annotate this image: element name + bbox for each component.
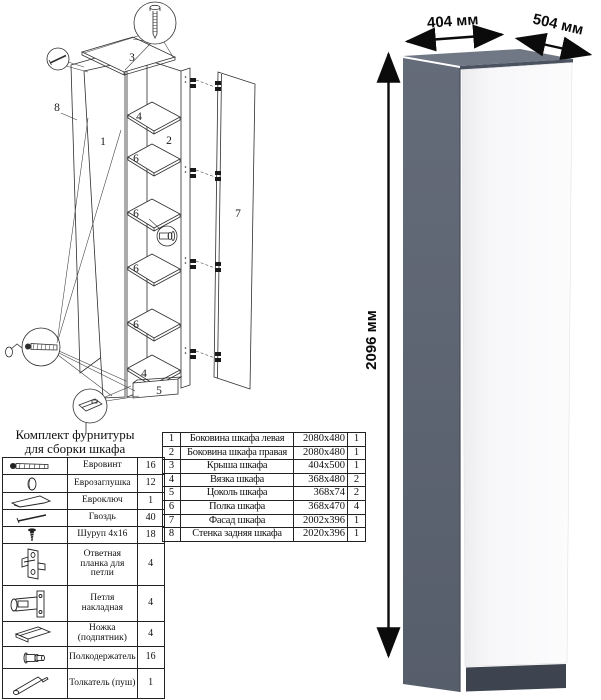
part-number: 1 (100, 136, 106, 148)
shelf-pin-icon (3, 647, 68, 669)
hinge-mark (190, 78, 221, 91)
hardware-kit-title (0, 428, 150, 456)
hinge-icon (3, 586, 68, 622)
part-size: 368x74 (294, 487, 348, 501)
part-number: 4 (141, 368, 147, 380)
hardware-name: Гвоздь (68, 510, 138, 527)
plinth-face (466, 664, 566, 692)
part-name: Боковина шкафа левая (181, 433, 294, 447)
depth-dimension-label: 504 мм (531, 10, 585, 39)
hardware-row (3, 493, 165, 510)
height-dimension-label: 2096 мм (363, 310, 380, 370)
part-qty: 2 (348, 473, 366, 487)
height-dimension (363, 54, 389, 656)
part-number: 4 (136, 111, 142, 123)
part-no: 7 (163, 514, 181, 528)
striker-plate-icon (3, 544, 68, 586)
parts-row (163, 500, 366, 514)
width-dimension-label: 404 мм (426, 11, 479, 32)
part-name: Крыша шкафа (181, 460, 294, 474)
part-size: 2002x396 (294, 514, 348, 528)
part-size: 368x470 (294, 500, 348, 514)
part-no: 6 (163, 500, 181, 514)
part-number: 6 (133, 208, 139, 220)
hardware-kit-table (2, 457, 165, 699)
part-no: 2 (163, 446, 181, 460)
hardware-name: Евроключ (68, 493, 138, 510)
part-name: Полка шкафа (181, 500, 294, 514)
parts-row (163, 433, 366, 447)
hardware-row (3, 544, 165, 586)
part-qty: 1 (348, 514, 366, 528)
hardware-qty: 12 (137, 475, 164, 493)
nail-icon (3, 510, 68, 527)
hardware-qty: 40 (137, 510, 164, 527)
parts-row (163, 460, 366, 474)
part-size: 2080x480 (294, 446, 348, 460)
part-no: 3 (163, 460, 181, 474)
hardware-name: Полкодержатель (68, 647, 138, 669)
hardware-qty: 16 (137, 458, 164, 475)
hardware-name: Евровинт (68, 458, 138, 475)
parts-row (163, 473, 366, 487)
exploded-diagram (0, 0, 360, 433)
hex-key-icon (3, 493, 68, 510)
hardware-name: Петля накладная (68, 586, 138, 622)
parts-row (163, 528, 366, 542)
wardrobe-body (403, 49, 573, 692)
part-qty: 1 (348, 528, 366, 542)
parts-row (163, 514, 366, 528)
part-number: 5 (156, 385, 162, 397)
part-size: 2080x480 (294, 433, 348, 447)
euro-screw-icon (3, 458, 68, 475)
part-number: 7 (235, 208, 241, 220)
hardware-row (3, 527, 165, 544)
part-size: 404x500 (294, 460, 348, 474)
hardware-qty: 4 (137, 622, 164, 647)
part-qty: 4 (348, 500, 366, 514)
foot-icon (3, 622, 68, 647)
hardware-row (3, 510, 165, 527)
part-no: 1 (163, 433, 181, 447)
hardware-name: Шуруп 4x16 (68, 527, 138, 544)
part-name: Цоколь шкафа (181, 487, 294, 501)
side-panel-face (403, 58, 460, 692)
part-name: Вязка шкафа (181, 473, 294, 487)
euro-screw-callout (134, 2, 176, 44)
hardware-row (3, 669, 165, 699)
push-rod-icon (3, 669, 68, 699)
width-dimension (407, 11, 502, 41)
part-size: 2020x396 (294, 528, 348, 542)
euro-cap-icon (3, 475, 68, 493)
hardware-name: Ответная планка для петли (68, 544, 138, 586)
part-qty: 1 (348, 433, 366, 447)
hardware-row (3, 586, 165, 622)
part-no: 8 (163, 528, 181, 542)
part-qty: 2 (348, 487, 366, 501)
hardware-qty: 4 (137, 586, 164, 622)
door-panel (214, 72, 255, 389)
part-number: 2 (166, 135, 172, 147)
part-number: 6 (133, 263, 139, 275)
hardware-row (3, 458, 165, 475)
part-size: 368x480 (294, 473, 348, 487)
hardware-qty: 1 (137, 493, 164, 510)
hardware-row (3, 647, 165, 669)
part-number: 3 (129, 52, 135, 64)
hardware-qty: 16 (137, 647, 164, 669)
hardware-kit-title-line1: Комплект фурнитуры (15, 427, 135, 442)
part-name: Стенка задняя шкафа (181, 528, 294, 542)
door-face (462, 63, 572, 667)
hardware-kit-title-line2: для сборки шкафа (24, 441, 126, 457)
hardware-name: Толкатель (пуш) (68, 669, 138, 699)
part-qty: 1 (348, 446, 366, 460)
parts-row (163, 446, 366, 460)
part-name: Боковина шкафа правая (181, 446, 294, 460)
parts-list-table (162, 432, 366, 542)
wardrobe-render (360, 0, 601, 700)
part-name: Фасад шкафа (181, 514, 294, 528)
hardware-row (3, 475, 165, 493)
part-number: 6 (133, 319, 139, 331)
part-number: 8 (54, 102, 60, 114)
hardware-name: Еврозаглушка (68, 475, 138, 493)
part-number: 6 (133, 153, 139, 165)
part-no: 4 (163, 473, 181, 487)
part-no: 5 (163, 487, 181, 501)
screw-icon (3, 527, 68, 544)
hardware-row (3, 622, 165, 647)
hardware-qty: 18 (137, 527, 164, 544)
hardware-qty: 1 (137, 669, 164, 699)
hardware-qty: 4 (137, 544, 164, 586)
parts-row (163, 487, 366, 501)
depth-dimension (517, 11, 590, 55)
part-qty: 1 (348, 460, 366, 474)
hardware-name: Ножка (подпятник) (68, 622, 138, 647)
